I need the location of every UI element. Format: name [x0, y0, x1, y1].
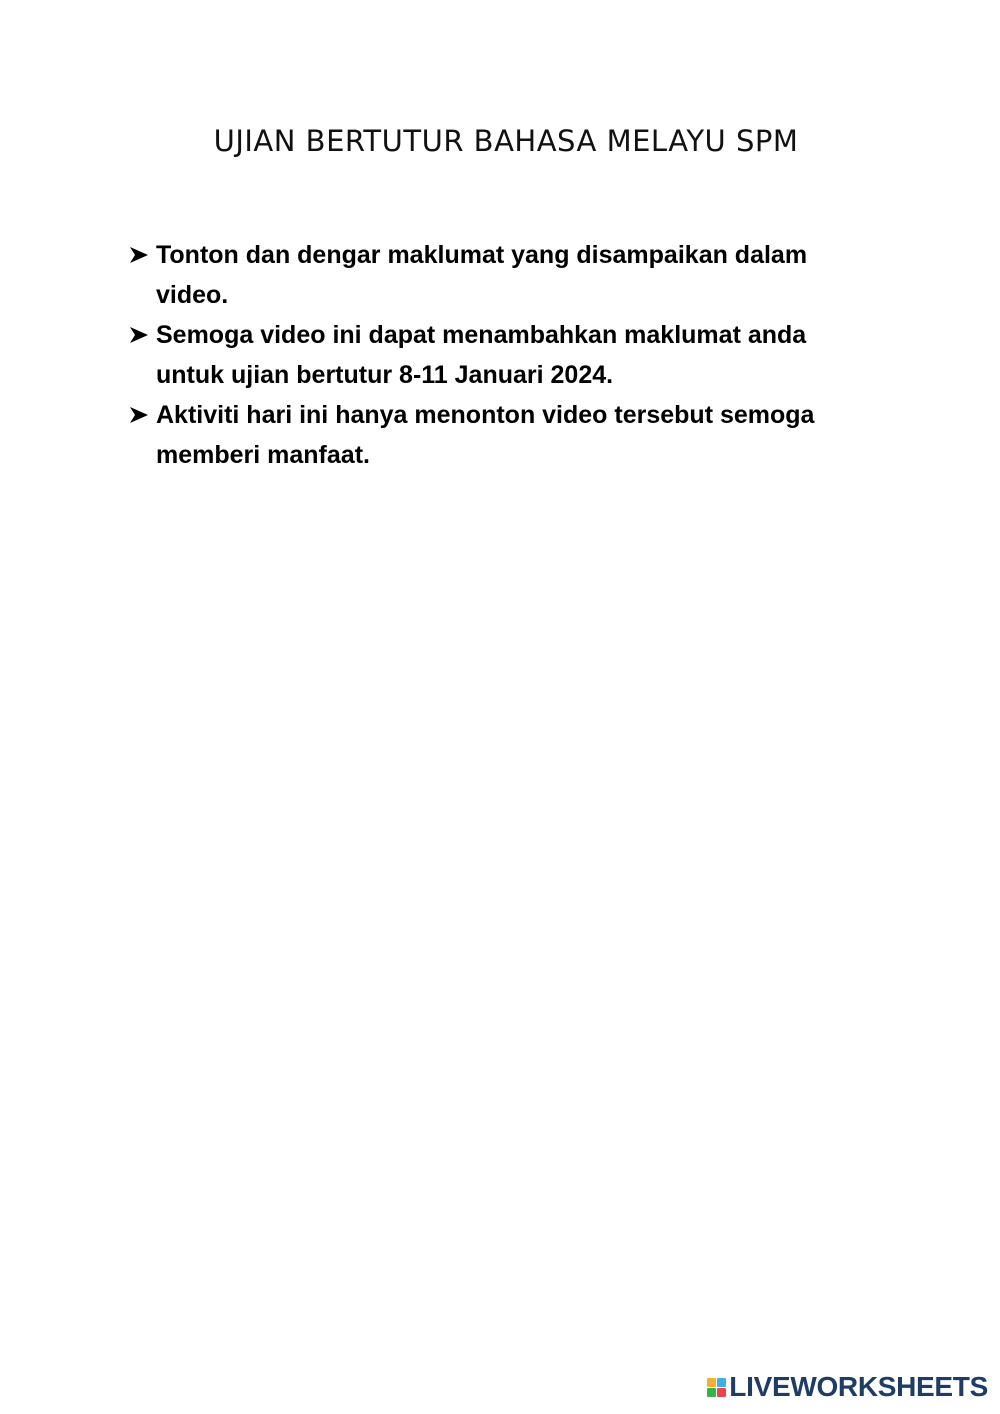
arrowhead-bullet-icon: [128, 235, 150, 275]
arrowhead-bullet-icon: [128, 315, 150, 355]
page-title: UJIAN BERTUTUR BAHASA MELAYU SPM: [213, 124, 799, 158]
logo-square-red: [717, 1388, 726, 1397]
instruction-text: Aktiviti hari ini hanya menonton video tersebut semoga memberi manfaat.: [156, 401, 815, 469]
instruction-item: [128, 315, 868, 395]
instruction-list: [128, 235, 868, 475]
instruction-text: Tonton dan dengar maklumat yang disampaikan dalam video.: [156, 241, 808, 309]
logo-square-yellow: [707, 1378, 716, 1387]
watermark-text: LIVEWORKSHEETS: [729, 1371, 988, 1402]
instruction-item: [128, 395, 868, 475]
liveworksheets-watermark: [707, 1372, 988, 1402]
instruction-text: Semoga video ini dapat menambahkan maklumat anda untuk ujian bertutur 8-11 Januari 2024.: [156, 321, 807, 389]
logo-square-green: [707, 1388, 716, 1397]
logo-square-blue: [717, 1378, 726, 1387]
arrowhead-bullet-icon: [128, 395, 150, 435]
instruction-item: [128, 235, 868, 315]
liveworksheets-logo-icon: [707, 1378, 726, 1397]
